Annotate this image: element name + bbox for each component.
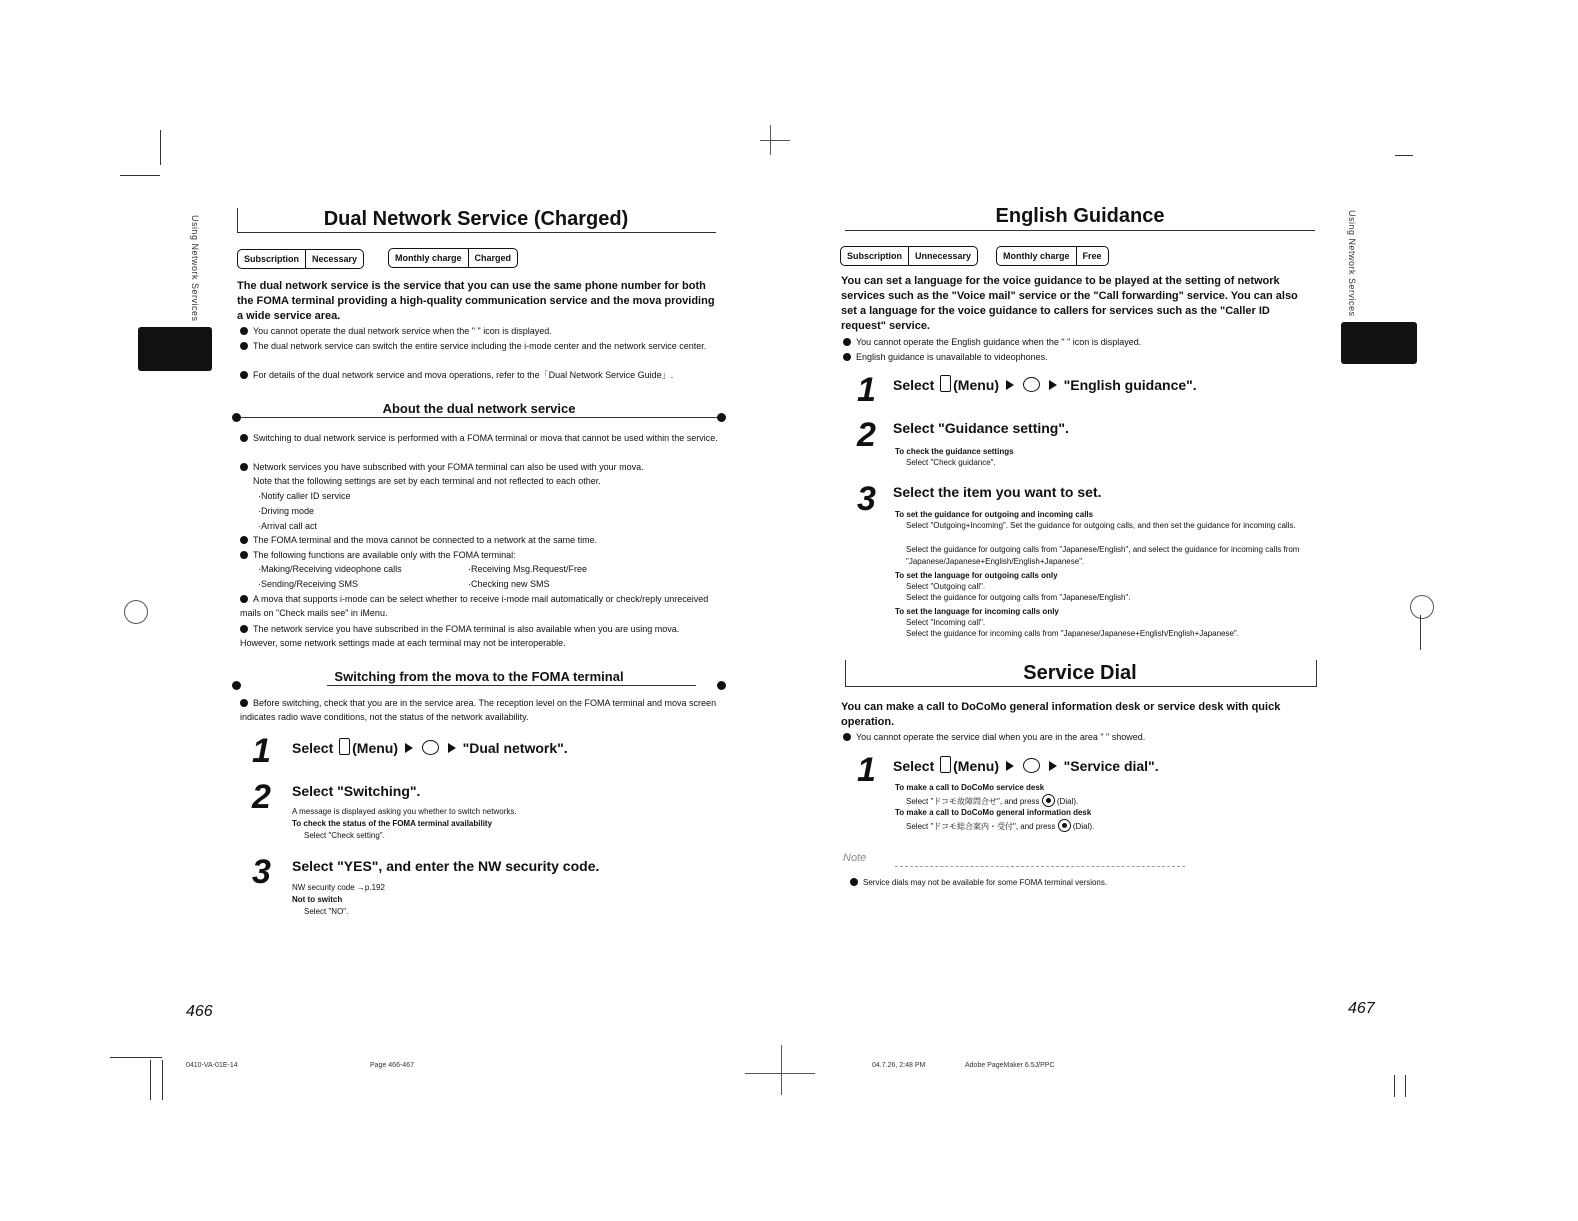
- settings-menu-icon: [1023, 377, 1040, 392]
- bullet-item: [843, 730, 1305, 744]
- menu-label: (Menu): [953, 758, 1000, 774]
- step-text-pre: Select: [292, 740, 334, 756]
- heading-text: Switching from the mova to the FOMA terminal: [334, 669, 624, 684]
- step-instruction: [893, 756, 1159, 774]
- bullet-text: Before switching, check that you are in the service area. The reception level on the FOMA terminal and mova screen indicates radio wave conditions, not the status of the network availability.: [240, 698, 717, 722]
- badge-label: Monthly charge: [395, 253, 462, 263]
- step-note-heading: To set the guidance for outgoing and incoming calls: [895, 510, 1094, 519]
- step-note: Select "Check guidance".: [906, 458, 996, 467]
- page-title: English Guidance: [995, 205, 1165, 227]
- step-note-suffix: (Dial).: [1072, 822, 1095, 831]
- step-note-heading: To set the language for outgoing calls only: [895, 571, 1058, 580]
- side-tab-label: Using Network Services: [1347, 210, 1357, 317]
- step-note: Select "Incoming call".: [906, 618, 986, 627]
- bullet-text: The network service you have subscribed in the FOMA terminal is also available when you are using mova. However, some network settings made at each terminal may not be interoperable.: [240, 624, 680, 648]
- bullet-dot: [240, 699, 248, 707]
- page-number: 466: [186, 1003, 213, 1020]
- bullet-text: The following functions are available only with the FOMA terminal:: [253, 550, 516, 560]
- setting-item: ·Arrival call act: [258, 521, 318, 531]
- bullet-text: The FOMA terminal and the mova cannot be connected to a network at the same time.: [253, 535, 598, 545]
- arrow-icon: [1006, 761, 1014, 771]
- function-item: ·Making/Receiving videophone calls: [258, 564, 402, 574]
- step-instruction: Select "Switching".: [292, 783, 421, 799]
- menu-label: (Menu): [953, 377, 1000, 393]
- bullet-text: The dual network service can switch the entire service including the i-mode center and the network service center.: [253, 341, 707, 351]
- step-instruction: Select the item you want to set.: [893, 484, 1102, 500]
- center-key-icon: [1058, 819, 1071, 832]
- bullet-item: [240, 460, 718, 474]
- step-note: Select the guidance for incoming calls from "Japanese/Japanese+English/English+Japanese".: [906, 629, 1239, 638]
- section-tab-marker: [1341, 322, 1417, 364]
- arrow-icon: [1049, 380, 1057, 390]
- bullet-dot: [843, 733, 851, 741]
- subscription-badge: [840, 246, 978, 266]
- intro-text: You can set a language for the voice guidance to be played at the setting of network services such as the "Voice mail" service or the "Call forwarding" service. You can also set a language for the voice guidance to callers for services such as the "Caller ID request" service.: [841, 275, 1298, 332]
- registration-mark: [760, 140, 790, 141]
- step-instruction: Select "Guidance setting".: [893, 420, 1069, 436]
- bullet-item: [240, 339, 718, 353]
- step-note: Select the guidance for outgoing calls from "Japanese/English", and select the guidance for incoming calls from "Japanese/Japanese+English/English+Japanese".: [906, 545, 1300, 566]
- footer-page-range: Page 466-467: [370, 1062, 414, 1069]
- note-text: Note that the following settings are set by each terminal and not reflected to each other.: [253, 476, 601, 486]
- monthly-charge-badge: [388, 248, 518, 268]
- step-note-heading: To check the status of the FOMA terminal availability: [292, 819, 493, 828]
- arrow-icon: [448, 743, 456, 753]
- setting-item: ·Driving mode: [258, 506, 315, 516]
- badge-value: Free: [1076, 247, 1108, 265]
- bullet-dot: [240, 342, 248, 350]
- subscription-badge: [237, 249, 364, 269]
- bullet-text: You cannot operate the service dial when you are in the area " " showed.: [856, 732, 1146, 742]
- step-note-text: Select "ドコモ総合案内・受付", and press: [906, 822, 1056, 831]
- bullet-item: [843, 335, 1305, 349]
- bullet-dot: [240, 371, 248, 379]
- page-number: 467: [1348, 1000, 1375, 1017]
- settings-menu-icon: [422, 740, 439, 755]
- crop-mark: [1405, 1075, 1406, 1097]
- bullet-text: A mova that supports i-mode can be select whether to receive i-mode mail automatically or check/reply unreceived mails on "Check mails see" in iMenu.: [240, 594, 709, 618]
- page-title: Dual Network Service (Charged): [323, 208, 629, 230]
- step-number: 1: [252, 732, 271, 770]
- step-text-post: "Service dial".: [1063, 758, 1159, 774]
- bullet-item: [240, 533, 718, 547]
- memo-text: Service dials may not be available for some FOMA terminal versions.: [863, 878, 1108, 887]
- bullet-item: [240, 548, 718, 562]
- registration-mark: [1410, 595, 1434, 619]
- center-key-icon: [1042, 794, 1055, 807]
- step-number: 2: [857, 416, 876, 454]
- step-note: Select "Check setting".: [304, 831, 385, 840]
- crop-mark: [1394, 1075, 1395, 1097]
- arrow-icon: [405, 743, 413, 753]
- bullet-text: You cannot operate the English guidance when the " " icon is displayed.: [856, 337, 1142, 347]
- section-heading-switching: [232, 666, 726, 688]
- bullet-item: [240, 324, 718, 338]
- step-text-post: "Dual network".: [462, 740, 568, 756]
- footer-timestamp: 04.7.26, 2:48 PM: [872, 1062, 926, 1069]
- bullet-dot: [240, 463, 248, 471]
- step-number: 3: [252, 853, 271, 891]
- registration-mark: [745, 1073, 815, 1074]
- bullet-item: [240, 592, 718, 620]
- menu-key-icon: [940, 756, 951, 773]
- bullet-text: English guidance is unavailable to videophones.: [856, 352, 1048, 362]
- arrow-icon: [1006, 380, 1014, 390]
- badge-label: Subscription: [244, 254, 300, 264]
- badge-label: Subscription: [847, 251, 903, 261]
- crop-mark: [160, 130, 161, 165]
- step-note: [906, 794, 1078, 808]
- step-note: A message is displayed asking you whether to switch networks.: [292, 807, 517, 816]
- heading-text: About the dual network service: [382, 401, 576, 416]
- menu-key-icon: [339, 738, 350, 755]
- crop-mark: [1420, 615, 1421, 650]
- step-note-heading: To make a call to DoCoMo general information desk: [895, 808, 1092, 817]
- arrow-icon: [1049, 761, 1057, 771]
- function-item: ·Receiving Msg.Request/Free: [468, 564, 588, 574]
- monthly-charge-badge: [996, 246, 1109, 266]
- bullet-dot: [843, 353, 851, 361]
- bullet-dot: [240, 434, 248, 442]
- registration-mark: [124, 600, 148, 624]
- step-note-heading: Not to switch: [292, 895, 343, 904]
- step-note: NW security code →p.192: [292, 883, 385, 892]
- step-number: 1: [857, 371, 876, 409]
- crop-mark: [162, 1060, 163, 1100]
- step-note: Select "NO".: [304, 907, 349, 916]
- bullet-dot: [240, 625, 248, 633]
- crop-mark: [1395, 155, 1413, 156]
- step-instruction: Select "YES", and enter the NW security code.: [292, 858, 600, 874]
- menu-key-icon: [940, 375, 951, 392]
- bullet-item: [240, 368, 718, 382]
- step-text-pre: Select: [893, 377, 935, 393]
- heading-rule: [327, 685, 696, 686]
- step-number: 1: [857, 751, 876, 789]
- step-text-post: "English guidance".: [1063, 377, 1197, 393]
- step-note: Select "Outgoing call".: [906, 582, 986, 591]
- bullet-text: You cannot operate the dual network service when the " " icon is displayed.: [253, 326, 552, 336]
- bullet-item: [240, 696, 718, 724]
- step-note: Select "Outgoing+Incoming". Set the guidance for outgoing calls, and then set the guidance for incoming calls.: [906, 521, 1296, 530]
- setting-item: ·Notify caller ID service: [258, 491, 351, 501]
- step-instruction: [292, 738, 568, 756]
- bullet-text: Switching to dual network service is performed with a FOMA terminal or mova that cannot be used within the service.: [253, 433, 718, 443]
- bullet-dot: [843, 338, 851, 346]
- bullet-item: [240, 431, 718, 445]
- function-item: ·Checking new SMS: [468, 579, 550, 589]
- badge-label: Monthly charge: [1003, 251, 1070, 261]
- bullet-item: [240, 622, 718, 650]
- step-note-text: Select "ドコモ故障問合せ", and press: [906, 797, 1040, 806]
- step-text-pre: Select: [893, 758, 935, 774]
- settings-menu-icon: [1023, 758, 1040, 773]
- badge-value: Unnecessary: [908, 247, 977, 265]
- bullet-item: [843, 350, 1305, 364]
- menu-label: (Menu): [352, 740, 399, 756]
- crop-mark: [110, 1057, 162, 1058]
- step-note-heading: To check the guidance settings: [895, 447, 1014, 456]
- bullet-dot: [240, 551, 248, 559]
- bullet-dot: [850, 878, 858, 886]
- function-item: ·Sending/Receiving SMS: [258, 579, 359, 589]
- bullet-text: Network services you have subscribed with your FOMA terminal can also be used with your mova.: [253, 462, 644, 472]
- section-heading-about: [232, 398, 726, 420]
- section-tab-marker: [138, 327, 212, 371]
- badge-value: Charged: [468, 249, 518, 267]
- memo-item: [850, 876, 1312, 890]
- bullet-dot: [240, 595, 248, 603]
- step-instruction: [893, 375, 1197, 393]
- service-dial-intro: You can make a call to DoCoMo general information desk or service desk with quick operation.: [841, 701, 1281, 728]
- bullet-text: For details of the dual network service and mova operations, refer to the「Dual Network Service Guide」.: [253, 370, 674, 380]
- service-dial-title: Service Dial: [1023, 662, 1137, 684]
- step-note-heading: To make a call to DoCoMo service desk: [895, 783, 1045, 792]
- footer-file-id: 0410-VA-01E-14: [186, 1062, 238, 1069]
- crop-mark: [150, 1060, 151, 1100]
- memo-rule: [895, 866, 1185, 867]
- badge-value: Necessary: [305, 250, 363, 268]
- footer-application: Adobe PageMaker 6.5J/PPC: [965, 1062, 1055, 1069]
- step-note-suffix: (Dial).: [1056, 797, 1079, 806]
- step-number: 3: [857, 480, 876, 518]
- bullet-dot: [240, 536, 248, 544]
- side-tab-label: Using Network Services: [190, 215, 200, 322]
- bullet-dot: [240, 327, 248, 335]
- step-note-heading: To set the language for incoming calls only: [895, 607, 1059, 616]
- step-note: Select the guidance for outgoing calls from "Japanese/English".: [906, 593, 1131, 602]
- step-note: [906, 819, 1094, 833]
- registration-mark: [781, 1045, 782, 1095]
- crop-mark: [120, 175, 160, 176]
- memo-label: Note: [843, 852, 867, 864]
- heading-rule: [240, 417, 718, 418]
- intro-text: The dual network service is the service that you can use the same phone number for both the FOMA terminal providing a high-quality communication service and the mova providing a wide service area.: [237, 280, 715, 322]
- step-number: 2: [252, 778, 271, 816]
